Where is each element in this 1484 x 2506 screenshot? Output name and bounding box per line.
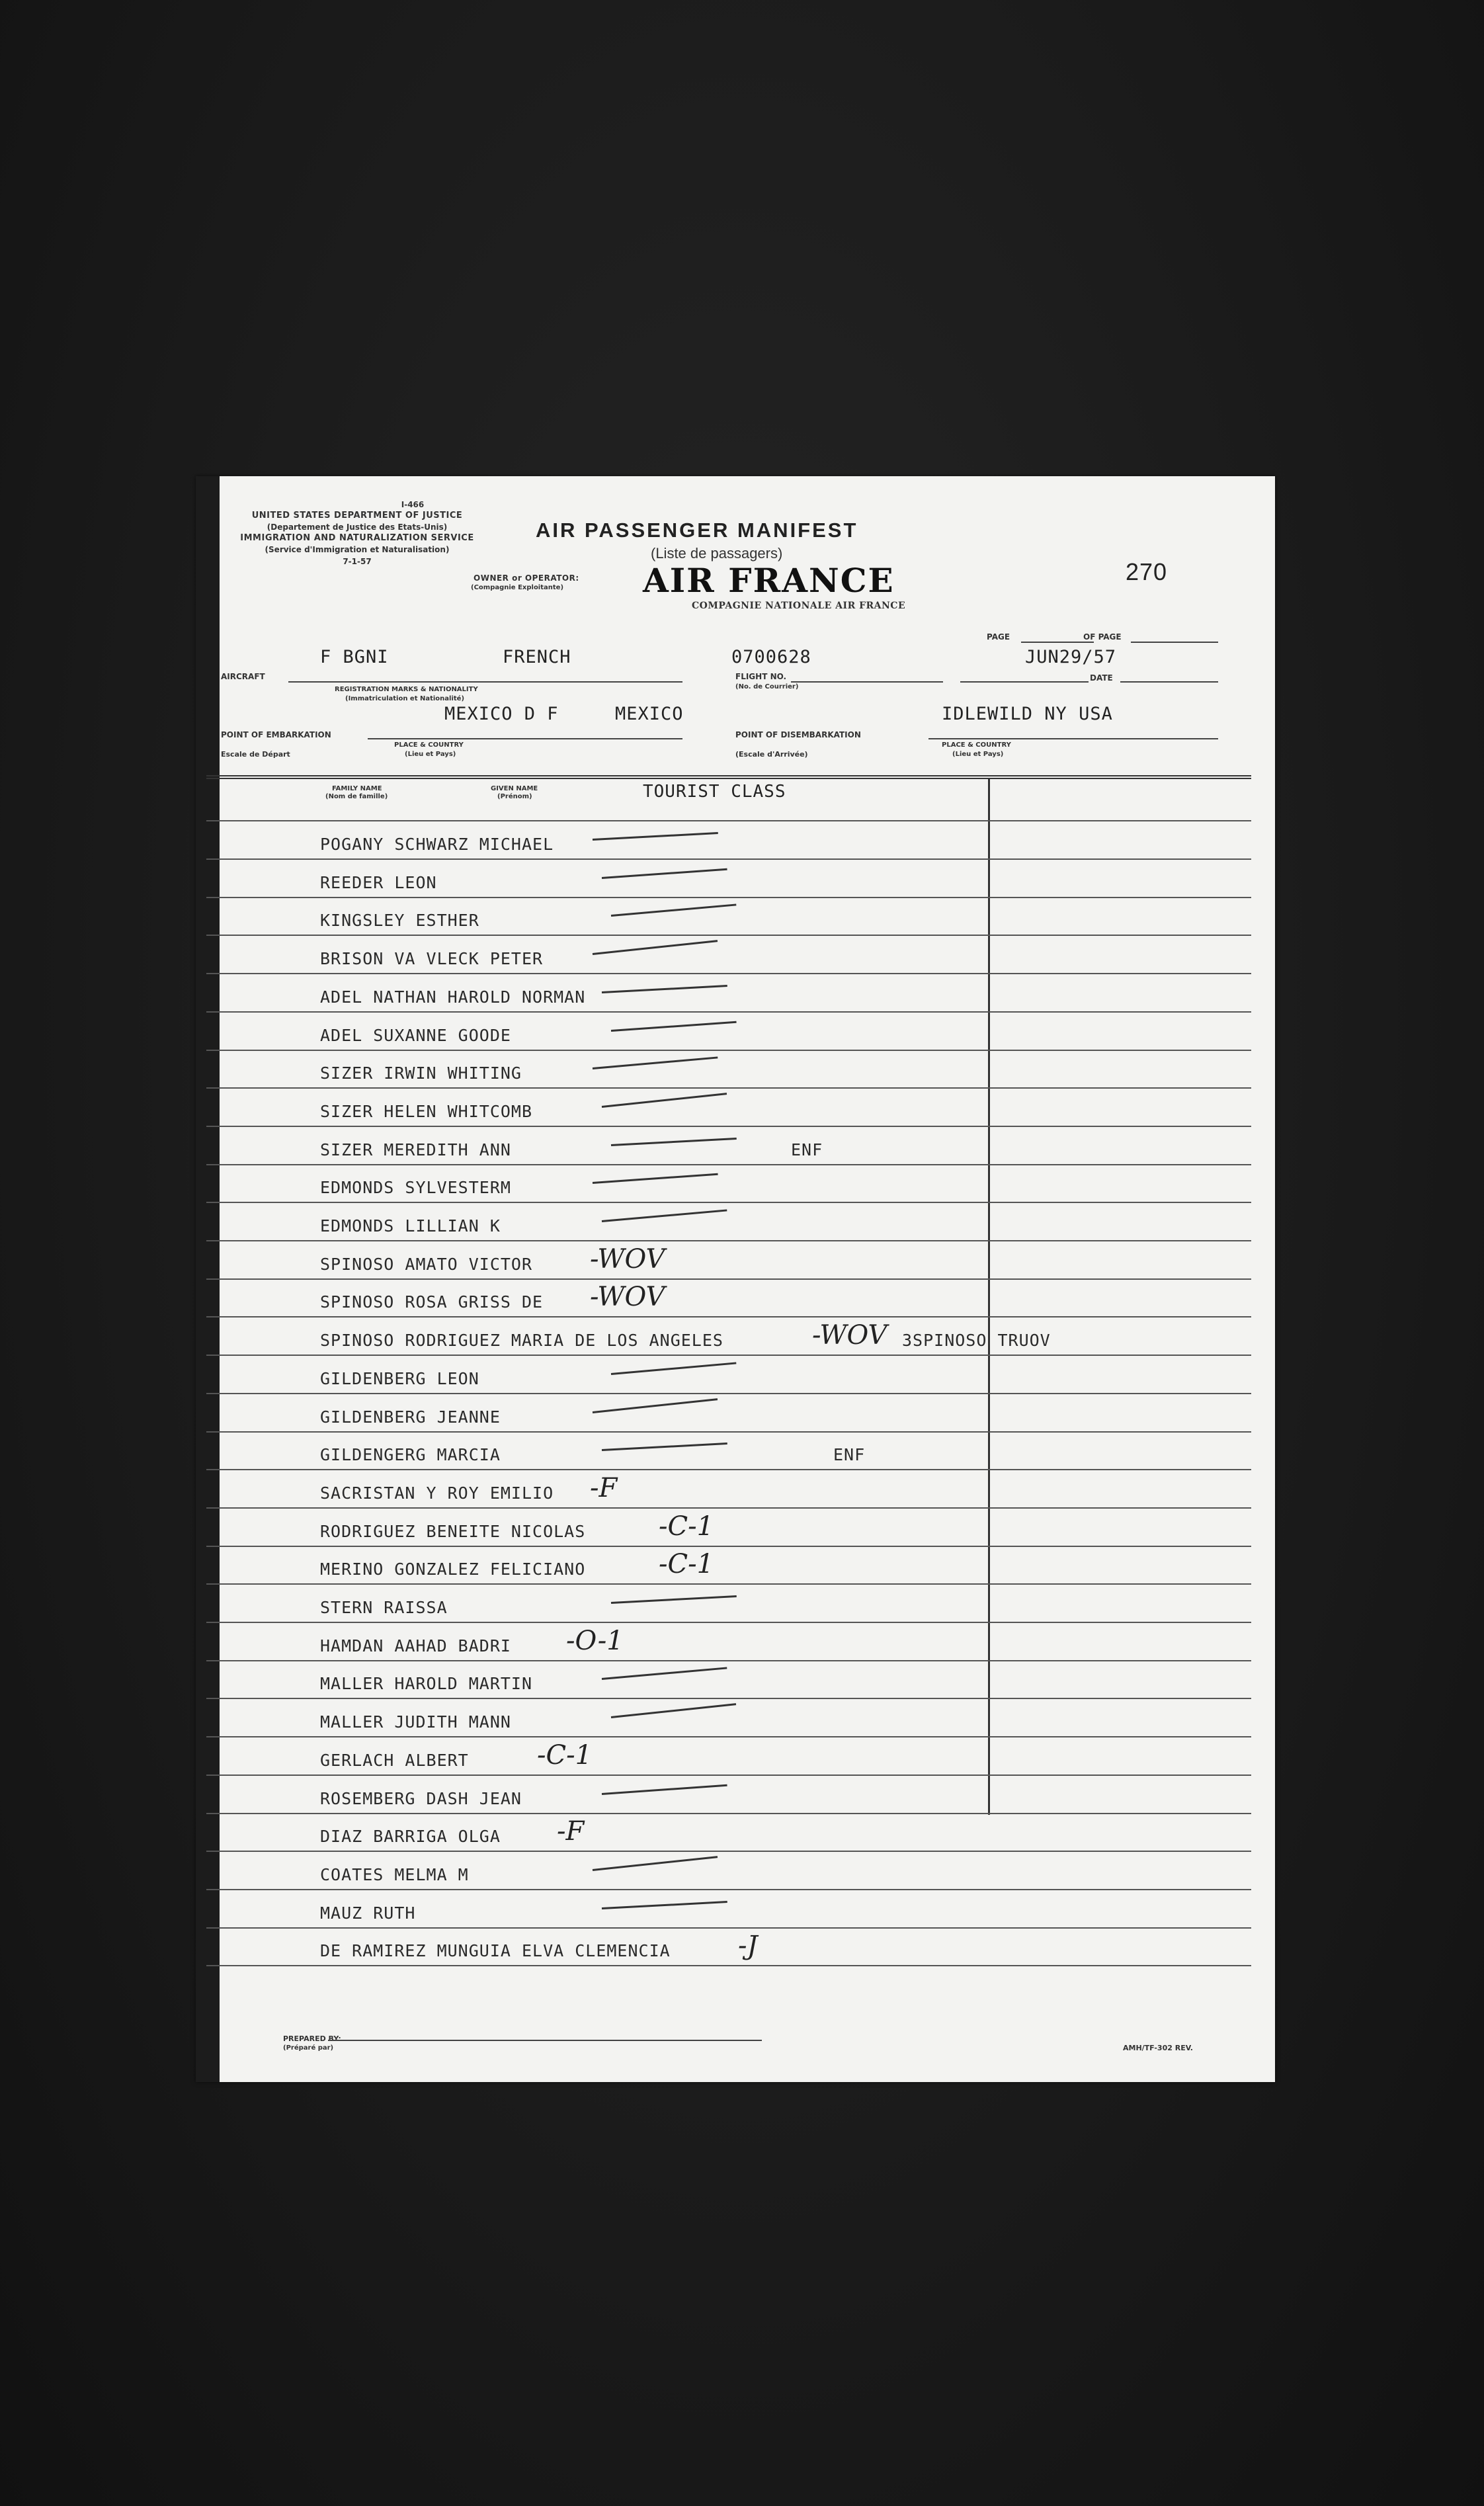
prepared-by-label-fr: (Préparé par) <box>283 2044 334 2052</box>
row-rule <box>206 1393 1251 1394</box>
passenger-name: HAMDAN AAHAD BADRI <box>320 1636 511 1655</box>
passenger-name: SPINOSO RODRIGUEZ MARIA DE LOS ANGELES <box>320 1331 723 1351</box>
row-rule <box>206 1965 1251 1966</box>
row-rule <box>206 1736 1251 1737</box>
owner-label-fr: (Compagnie Exploitante) <box>471 584 564 591</box>
passenger-name: GILDENBERG JEANNE <box>320 1407 501 1427</box>
page-number: 270 <box>1126 558 1168 585</box>
registration-value: F BGNI <box>320 647 389 667</box>
check-stroke <box>593 832 718 841</box>
row-rule <box>206 1507 1251 1509</box>
embarkation-place-label-fr: (Lieu et Pays) <box>405 751 456 758</box>
row-rule <box>206 1316 1251 1317</box>
prepared-by-line <box>328 2040 762 2041</box>
passenger-name: RODRIGUEZ BENEITE NICOLAS <box>320 1521 586 1541</box>
handwritten-mark: -F <box>590 1472 618 1503</box>
passenger-name: COATES MELMA M <box>320 1864 469 1884</box>
handwritten-mark: -J <box>738 1931 758 1962</box>
check-stroke <box>611 1595 737 1604</box>
row-rule <box>206 1050 1251 1051</box>
passenger-name: SIZER MEREDITH ANN <box>320 1140 511 1159</box>
passenger-name: SPINOSO ROSA GRISS DE <box>320 1292 544 1312</box>
handwritten-mark: -C-1 <box>659 1549 714 1580</box>
manifest-title-fr: (Liste de passagers) <box>651 545 783 562</box>
owner-label: OWNER or OPERATOR: <box>474 573 579 583</box>
check-stroke <box>602 1784 727 1794</box>
passenger-name: MAUZ RUTH <box>320 1903 416 1923</box>
passenger-note: ENF <box>833 1445 866 1465</box>
row-rule <box>206 1431 1251 1433</box>
service-name: IMMIGRATION AND NATURALIZATION SERVICE <box>240 533 474 543</box>
class-heading: TOURIST CLASS <box>643 782 786 802</box>
given-name-label: GIVEN NAME <box>491 785 538 792</box>
date-label: DATE <box>1090 673 1113 683</box>
manifest-sheet <box>196 476 1275 2082</box>
passenger-name: MALLER HAROLD MARTIN <box>320 1674 533 1694</box>
passenger-name: GILDENBERG LEON <box>320 1368 479 1388</box>
form-number: I-466 <box>401 500 425 509</box>
passenger-name: GERLACH ALBERT <box>320 1750 469 1770</box>
disembarkation-place-label: PLACE & COUNTRY <box>942 741 1011 749</box>
of-page-line <box>1131 642 1218 643</box>
passenger-name: ADEL NATHAN HAROLD NORMAN <box>320 987 586 1007</box>
disembarkation-place-label-fr: (Lieu et Pays) <box>952 751 1004 758</box>
row-rule <box>206 897 1251 898</box>
embarkation-label: POINT OF EMBARKATION <box>221 730 331 739</box>
flight-number-label: FLIGHT NO. <box>735 672 787 681</box>
aircraft-label: AIRCRAFT <box>221 672 265 681</box>
row-rule <box>206 1126 1251 1127</box>
airline-subtitle: COMPAGNIE NATIONALE AIR FRANCE <box>692 601 906 611</box>
disembarkation-value: IDLEWILD NY USA <box>942 704 1113 724</box>
date-line-right <box>1120 681 1218 683</box>
check-stroke <box>602 1442 727 1451</box>
page-label: PAGE <box>987 632 1010 642</box>
row-rule <box>206 1775 1251 1776</box>
row-rule <box>206 1164 1251 1165</box>
check-stroke <box>593 1856 718 1871</box>
passenger-name: KINGSLEY ESTHER <box>320 911 479 931</box>
of-page-label: OF PAGE <box>1083 632 1122 642</box>
passenger-note: ENF <box>791 1140 823 1159</box>
check-stroke <box>602 1667 727 1681</box>
form-date: 7-1-57 <box>343 557 372 566</box>
passenger-name: SACRISTAN Y ROY EMILIO <box>320 1483 554 1503</box>
row-rule <box>206 1851 1251 1852</box>
row-rule <box>206 1583 1251 1585</box>
family-name-label-fr: (Nom de famille) <box>325 793 388 800</box>
check-stroke <box>593 1398 718 1413</box>
check-stroke <box>602 1093 727 1108</box>
passenger-name: BRISON VA VLECK PETER <box>320 949 544 969</box>
row-rule <box>206 1889 1251 1890</box>
given-name-label-fr: (Prénom) <box>497 793 532 800</box>
embarkation-label-fr: Escale de Départ <box>221 750 290 759</box>
row-rule <box>206 973 1251 974</box>
row-rule <box>206 1546 1251 1547</box>
row-rule <box>206 1698 1251 1699</box>
registration-label: REGISTRATION MARKS & NATIONALITY <box>335 686 478 693</box>
row-rule <box>206 820 1251 821</box>
flight-number-value: 0700628 <box>731 647 811 667</box>
check-stroke <box>602 868 727 878</box>
prepared-by-label: PREPARED BY: <box>283 2034 341 2043</box>
row-rule <box>206 1355 1251 1356</box>
row-rule <box>206 935 1251 936</box>
passenger-name: ADEL SUXANNE GOODE <box>320 1025 511 1045</box>
form-reference: AMH/TF-302 REV. <box>1123 2044 1193 2052</box>
passenger-name: POGANY SCHWARZ MICHAEL <box>320 835 554 854</box>
row-rule <box>206 1660 1251 1661</box>
embarkation-place-label: PLACE & COUNTRY <box>394 741 464 749</box>
row-rule <box>206 1622 1251 1623</box>
row-rule <box>206 1011 1251 1013</box>
disembarkation-label-fr: (Escale d'Arrivée) <box>735 750 808 759</box>
check-stroke <box>602 1209 727 1222</box>
date-line-left <box>960 681 1089 683</box>
airline-name: AIR FRANCE <box>643 561 895 600</box>
passenger-name: MALLER JUDITH MANN <box>320 1712 511 1732</box>
handwritten-mark: -WOV <box>590 1282 665 1313</box>
nationality-value: FRENCH <box>503 647 571 667</box>
flight-number-label-fr: (No. de Courrier) <box>735 683 799 690</box>
check-stroke <box>602 1901 727 1909</box>
flight-number-line <box>791 681 943 683</box>
passenger-name: EDMONDS SYLVESTERM <box>320 1178 511 1198</box>
check-stroke <box>602 985 727 993</box>
passenger-name: DE RAMIREZ MUNGUIA ELVA CLEMENCIA <box>320 1941 671 1961</box>
passenger-name: SPINOSO AMATO VICTOR <box>320 1254 533 1274</box>
check-stroke <box>593 1173 718 1184</box>
row-rule <box>206 1927 1251 1929</box>
embarkation-country: MEXICO <box>615 704 684 724</box>
handwritten-mark: -C-1 <box>659 1511 714 1542</box>
row-rule <box>206 1240 1251 1241</box>
passenger-name: ROSEMBERG DASH JEAN <box>320 1788 522 1808</box>
aircraft-line <box>288 681 682 683</box>
check-stroke <box>611 1138 737 1146</box>
disembarkation-line <box>928 738 1218 739</box>
date-value: JUN29/57 <box>1025 647 1117 667</box>
passenger-name: REEDER LEON <box>320 872 437 892</box>
check-stroke <box>611 1703 736 1718</box>
dept-name-fr: (Departement de Justice des Etats-Unis) <box>267 522 448 532</box>
passenger-name: DIAZ BARRIGA OLGA <box>320 1827 501 1847</box>
registration-label-fr: (Immatriculation et Nationalité) <box>345 695 465 702</box>
passenger-name: GILDENGERG MARCIA <box>320 1445 501 1465</box>
check-stroke <box>611 1362 737 1375</box>
row-rule <box>206 858 1251 860</box>
embarkation-city: MEXICO D F <box>444 704 559 724</box>
disembarkation-label: POINT OF DISEMBARKATION <box>735 730 861 739</box>
page-line <box>1021 642 1094 643</box>
check-stroke <box>593 940 718 955</box>
row-rule <box>206 1087 1251 1089</box>
handwritten-mark: -F <box>557 1816 585 1847</box>
passenger-name: SIZER IRWIN WHITING <box>320 1064 522 1083</box>
row-rule <box>206 1202 1251 1203</box>
handwritten-mark: -WOV <box>590 1243 665 1274</box>
passenger-name: STERN RAISSA <box>320 1598 448 1617</box>
check-stroke <box>611 904 737 917</box>
handwritten-mark: -O-1 <box>566 1625 624 1656</box>
passenger-name: SIZER HELEN WHITCOMB <box>320 1101 533 1121</box>
manifest-title: AIR PASSENGER MANIFEST <box>536 519 858 542</box>
handwritten-mark: -WOV <box>812 1320 887 1351</box>
family-name-label: FAMILY NAME <box>332 785 382 792</box>
row-rule <box>206 1469 1251 1470</box>
passenger-name: EDMONDS LILLIAN K <box>320 1216 501 1235</box>
passenger-note: 3SPINOSO TRUOV <box>902 1331 1051 1351</box>
check-stroke <box>611 1021 737 1031</box>
passenger-name: MERINO GONZALEZ FELICIANO <box>320 1560 586 1579</box>
embarkation-line <box>368 738 682 739</box>
row-rule <box>206 1813 1251 1814</box>
dept-name: UNITED STATES DEPARTMENT OF JUSTICE <box>251 511 463 521</box>
table-top-border <box>206 775 1251 779</box>
handwritten-mark: -C-1 <box>537 1739 593 1771</box>
service-name-fr: (Service d'Immigration et Naturalisation) <box>265 545 450 554</box>
check-stroke <box>593 1057 718 1070</box>
row-rule <box>206 1278 1251 1280</box>
